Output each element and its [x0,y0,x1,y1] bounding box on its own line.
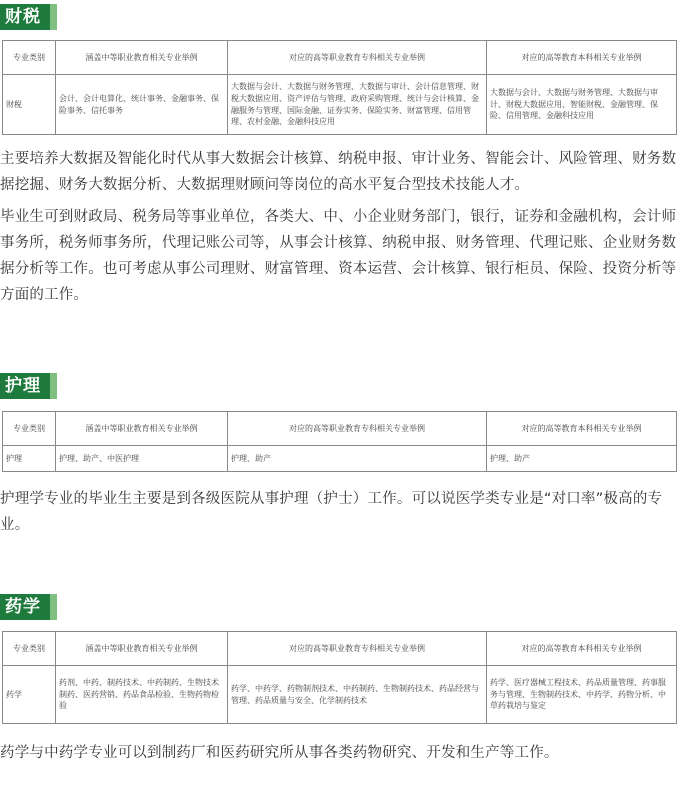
cell-category: 财税 [3,75,56,135]
cell-bachelor: 药学、医疗器械工程技术、药品质量管理、药事服务与管理、生物制药技术、中药学、药物分析、中草药栽培与鉴定 [487,666,677,724]
table-header-row [3,41,677,75]
header-secondary: 涵盖中等职业教育相关专业举例 [56,632,228,666]
cell-category: 护理 [3,446,56,472]
header-category: 专业类别 [3,632,56,666]
majors-table-pharmacy [2,631,677,724]
header-bachelor: 对应的高等教育本科相关专业举例 [487,632,677,666]
paragraph-pharmacy: 药学与中药学专业可以到制药厂和医药研究所从事各类药物研究、开发和生产等工作。 [0,745,559,761]
section-title-finance: 财税 [0,4,50,30]
cell-vocational: 护理、助产 [228,446,487,472]
table-row [3,75,677,135]
header-category: 专业类别 [3,412,56,446]
header-bachelor: 对应的高等教育本科相关专业举例 [487,41,677,75]
section-title-nursing: 护理 [0,373,50,399]
cell-bachelor: 护理、助产 [487,446,677,472]
header-bachelor: 对应的高等教育本科相关专业举例 [487,412,677,446]
header-secondary: 涵盖中等职业教育相关专业举例 [56,41,228,75]
cell-vocational: 药学、中药学、药物制剂技术、中药制药、生物制药技术、药品经营与管理、药品质量与安全、化学制药技术 [228,666,487,724]
header-vocational: 对应的高等职业教育专科相关专业举例 [228,41,487,75]
section-title-pharmacy: 药学 [0,594,50,620]
table-row [3,666,677,724]
paragraph-finance-training: 主要培养大数据及智能化时代从事大数据会计核算、纳税申报、审计业务、智能会计、风险管理、财务数据挖掘、财务大数据分析、大数据理财顾问等岗位的高水平复合型技术技能人才。 [0,151,677,193]
header-vocational: 对应的高等职业教育专科相关专业举例 [228,632,487,666]
cell-bachelor: 大数据与会计、大数据与财务管理、大数据与审计、财税大数据应用、智能财税、金融管理、保险、信用管理、金融科技应用 [487,75,677,135]
cell-secondary: 护理、助产、中医护理 [56,446,228,472]
cell-category: 药学 [3,666,56,724]
header-category: 专业类别 [3,41,56,75]
table-header-row [3,632,677,666]
header-vocational: 对应的高等职业教育专科相关专业举例 [228,412,487,446]
table-header-row [3,412,677,446]
cell-secondary: 会计、会计电算化、统计事务、金融事务、保险事务、信托事务 [56,75,228,135]
majors-table-nursing [2,411,677,472]
majors-table-finance [2,40,677,135]
paragraph-finance-careers: 毕业生可到财政局、税务局等事业单位，各类大、中、小企业财务部门，银行，证券和金融机构，会计师事务所，税务师事务所，代理记账公司等，从事会计核算、纳税申报、财务管理、代理记账、企业财务数据分析等工作。也可考虑从事公司理财、财富管理、资本运营、会计核算、银行柜员、保险、投资分析等方面的工作。 [0,209,677,303]
table-row [3,446,677,472]
header-secondary: 涵盖中等职业教育相关专业举例 [56,412,228,446]
cell-vocational: 大数据与会计、大数据与财务管理、大数据与审计、会计信息管理、财税大数据应用、资产评估与管理、政府采购管理、统计与会计核算、金融服务与管理、国际金融、证券实务、保险实务、财富管理、信用管理、农村金融、金融科技应用 [228,75,487,135]
paragraph-nursing: 护理学专业的毕业生主要是到各级医院从事护理（护士）工作。可以说医学类专业是“对口率”极高的专业。 [0,491,663,533]
cell-secondary: 药剂、中药、制药技术、中药制药、生物技术制药、医药营销、药品食品检验、生物药物检验 [56,666,228,724]
